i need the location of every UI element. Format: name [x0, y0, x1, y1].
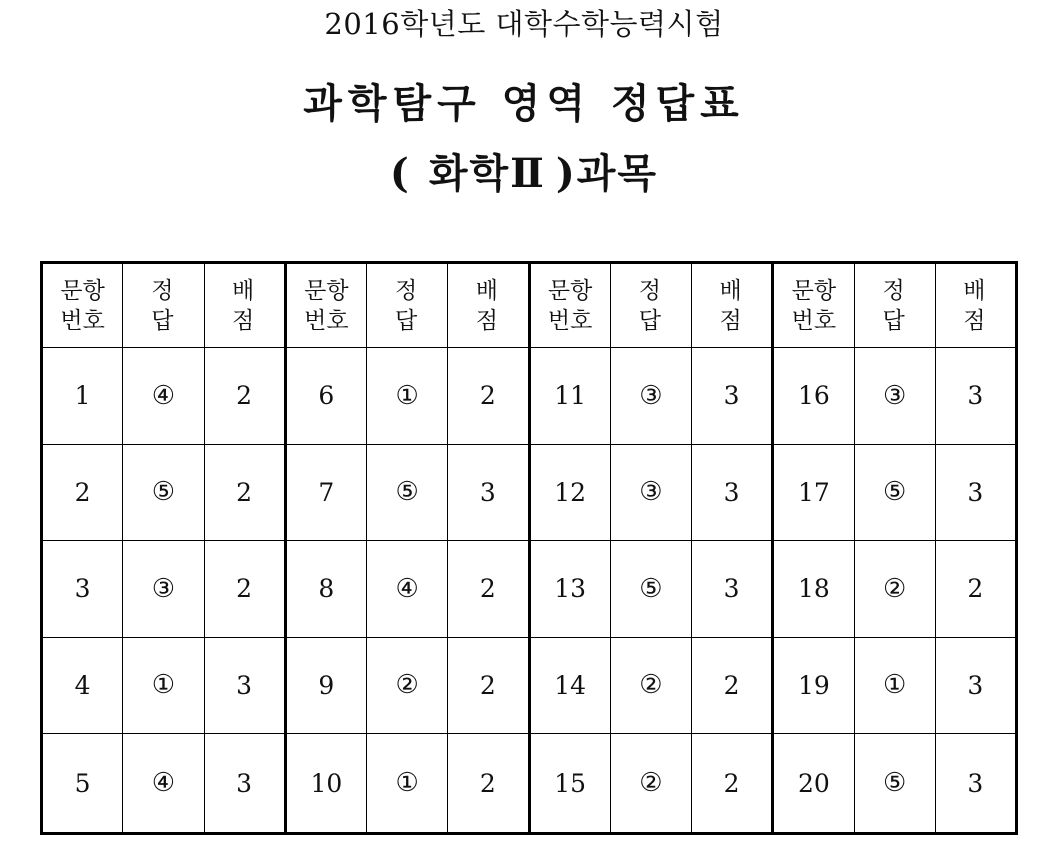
column-header-answer: 정 답: [367, 263, 448, 348]
score-cell: 3: [935, 734, 1016, 834]
column-header-score: 배 점: [692, 263, 773, 348]
table-row: [42, 348, 1017, 445]
column-header-question-number: [42, 263, 123, 348]
score-cell: 3: [935, 444, 1016, 541]
score-cell: 2: [448, 348, 529, 445]
answer-cell: ⑤: [123, 444, 204, 541]
answer-cell: ⑤: [854, 734, 935, 834]
score-cell: 3: [204, 637, 285, 734]
question-number-cell: 10: [285, 734, 366, 834]
question-number-cell: 14: [529, 637, 610, 734]
score-cell: 2: [692, 637, 773, 734]
answer-cell: ②: [610, 637, 691, 734]
question-number-cell: 7: [285, 444, 366, 541]
score-cell: 2: [204, 541, 285, 638]
column-header-answer: 정 답: [854, 263, 935, 348]
answer-cell: ①: [367, 734, 448, 834]
question-number-cell: 2: [42, 444, 123, 541]
answer-cell: ⑤: [610, 541, 691, 638]
column-header-answer: 정 답: [123, 263, 204, 348]
subject-name: 화학Ⅱ: [428, 150, 546, 197]
table-row: [42, 541, 1017, 638]
score-cell: 3: [692, 541, 773, 638]
answer-cell: ③: [123, 541, 204, 638]
answer-cell: ③: [854, 348, 935, 445]
answer-cell: ⑤: [367, 444, 448, 541]
column-header-score: 배 점: [448, 263, 529, 348]
table-header-row: [42, 263, 1017, 348]
column-header-question-number-line2: 번호: [791, 307, 837, 334]
column-header-question-number-line1: 문항: [60, 277, 105, 304]
score-cell: 2: [935, 541, 1016, 638]
answer-cell: ②: [854, 541, 935, 638]
question-number-cell: 9: [285, 637, 366, 734]
question-number-cell: 13: [529, 541, 610, 638]
column-header-answer: 정 답: [610, 263, 691, 348]
table-body: [42, 348, 1017, 834]
answer-cell: ④: [123, 734, 204, 834]
score-cell: 3: [448, 444, 529, 541]
answer-table: [40, 261, 1018, 835]
column-header-question-number-line1: 문항: [791, 277, 837, 304]
score-cell: 3: [692, 348, 773, 445]
column-header-question-number-line1: 문항: [304, 277, 349, 304]
subject-paren-open: (: [389, 150, 411, 197]
exam-title: 2016학년도 대학수학능력시험: [324, 7, 724, 41]
answer-cell: ①: [123, 637, 204, 734]
answer-cell: ④: [123, 348, 204, 445]
score-cell: 2: [448, 734, 529, 834]
column-header-question-number: [285, 263, 366, 348]
question-number-cell: 16: [773, 348, 854, 445]
score-cell: 3: [204, 734, 285, 834]
score-cell: 2: [204, 444, 285, 541]
score-cell: 2: [448, 541, 529, 638]
score-cell: 2: [448, 637, 529, 734]
page-title: 과학탐구 영역 정답표: [303, 80, 745, 127]
table-row: [42, 444, 1017, 541]
score-cell: 3: [692, 444, 773, 541]
column-header-question-number-line2: 번호: [547, 307, 593, 334]
column-header-question-number-line1: 문항: [547, 277, 593, 304]
question-number-cell: 3: [42, 541, 123, 638]
score-cell: 2: [204, 348, 285, 445]
answer-cell: ①: [854, 637, 935, 734]
answer-cell: ②: [367, 637, 448, 734]
subject-title: [0, 142, 1048, 199]
answer-cell: ⑤: [854, 444, 935, 541]
answer-cell: ①: [367, 348, 448, 445]
column-header-question-number-line2: 번호: [304, 307, 349, 334]
answer-cell: ④: [367, 541, 448, 638]
column-header-score: 배 점: [935, 263, 1016, 348]
table-row: [42, 637, 1017, 734]
answer-cell: ③: [610, 444, 691, 541]
question-number-cell: 19: [773, 637, 854, 734]
question-number-cell: 4: [42, 637, 123, 734]
column-header-question-number-line2: 번호: [60, 307, 105, 334]
score-cell: 3: [935, 637, 1016, 734]
question-number-cell: 20: [773, 734, 854, 834]
question-number-cell: 17: [773, 444, 854, 541]
question-number-cell: 6: [285, 348, 366, 445]
column-header-question-number: [773, 263, 854, 348]
score-cell: 3: [935, 348, 1016, 445]
question-number-cell: 8: [285, 541, 366, 638]
column-header-question-number: [529, 263, 610, 348]
subject-suffix: )과목: [555, 150, 659, 197]
question-number-cell: 1: [42, 348, 123, 445]
question-number-cell: 11: [529, 348, 610, 445]
answer-cell: ②: [610, 734, 691, 834]
question-number-cell: 12: [529, 444, 610, 541]
table-row: [42, 734, 1017, 834]
question-number-cell: 15: [529, 734, 610, 834]
question-number-cell: 5: [42, 734, 123, 834]
question-number-cell: 18: [773, 541, 854, 638]
column-header-score: 배 점: [204, 263, 285, 348]
answer-cell: ③: [610, 348, 691, 445]
score-cell: 2: [692, 734, 773, 834]
